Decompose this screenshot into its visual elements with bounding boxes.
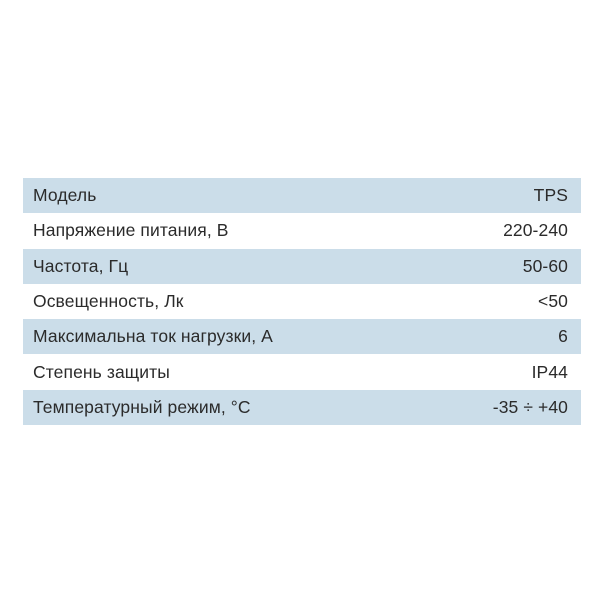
spec-label: Освещенность, Лк <box>33 291 184 312</box>
spec-row-voltage <box>23 213 581 248</box>
spec-label: Максимальна ток нагрузки, А <box>33 326 273 347</box>
spec-value: -35 ÷ +40 <box>492 396 568 417</box>
spec-label: Температурный режим, °С <box>33 396 251 417</box>
spec-value: 220-240 <box>503 220 568 241</box>
spec-label: Степень защиты <box>33 361 170 382</box>
spec-label: Частота, Гц <box>33 255 129 276</box>
spec-row-model <box>23 178 581 213</box>
spec-value: TPS <box>533 185 568 206</box>
spec-row-frequency <box>23 249 581 284</box>
spec-value: IP44 <box>531 361 568 382</box>
spec-value: 50-60 <box>522 255 568 276</box>
spec-row-temperature <box>23 390 581 425</box>
spec-row-protection <box>23 354 581 389</box>
spec-table <box>23 178 581 425</box>
spec-label: Напряжение питания, В <box>33 220 229 241</box>
spec-value: <50 <box>538 291 568 312</box>
spec-value: 6 <box>558 326 568 347</box>
spec-row-illuminance <box>23 284 581 319</box>
spec-row-max-current <box>23 319 581 354</box>
spec-label: Модель <box>33 185 97 206</box>
